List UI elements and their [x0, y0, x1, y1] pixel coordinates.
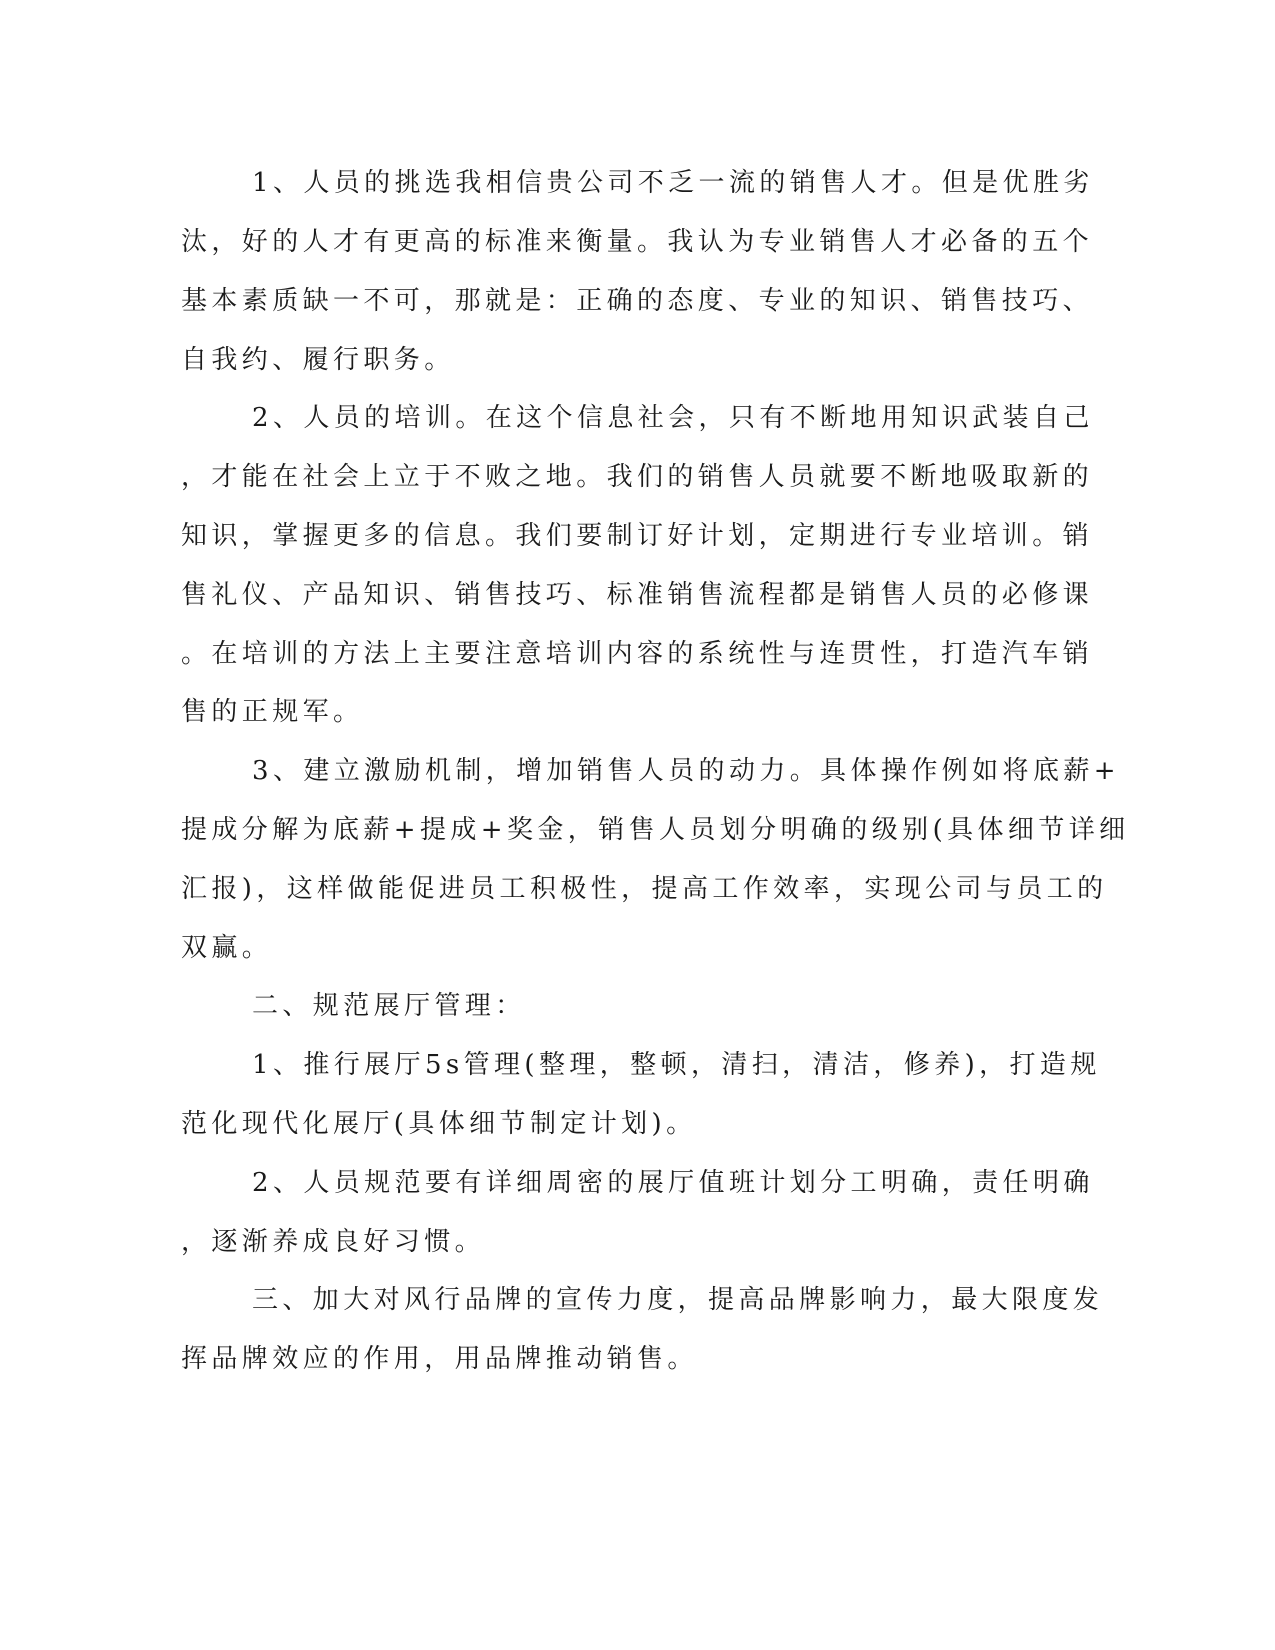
text-line: 知识，掌握更多的信息。我们要制订好计划，定期进行专业培训。销 — [181, 521, 1094, 551]
text-line: 范化现代化展厅(具体细节制定计划)。 — [181, 1109, 697, 1139]
text-line: 。在培训的方法上主要注意培训内容的系统性与连贯性，打造汽车销 — [181, 639, 1094, 669]
text-line: 挥品牌效应的作用，用品牌推动销售。 — [181, 1344, 698, 1374]
section-heading: 二、规范展厅管理： — [252, 991, 526, 1021]
text-line: 售的正规军。 — [181, 697, 364, 727]
text-line: ，逐渐养成良好习惯。 — [181, 1227, 486, 1257]
text-line: 售礼仪、产品知识、销售技巧、标准销售流程都是销售人员的必修课 — [181, 580, 1094, 610]
text-line: 汇报)，这样做能促进员工积极性，提高工作效率，实现公司与员工的 — [181, 874, 1108, 904]
text-line: 基本素质缺一不可，那就是：正确的态度、专业的知识、销售技巧、 — [181, 286, 1094, 316]
text-line: ，才能在社会上立于不败之地。我们的销售人员就要不断地吸取新的 — [181, 462, 1094, 492]
text-line: 双赢。 — [181, 933, 273, 963]
text-line: 汰，好的人才有更高的标准来衡量。我认为专业销售人才必备的五个 — [181, 227, 1094, 257]
text-line: 3、建立激励机制，增加销售人员的动力。具体操作例如将底薪+ — [252, 756, 1120, 786]
text-line: 提成分解为底薪+提成+奖金，销售人员划分明确的级别(具体细节详细 — [181, 815, 1130, 845]
text-line: 1、人员的挑选我相信贵公司不乏一流的销售人才。但是优胜劣 — [252, 168, 1094, 198]
text-line: 2、人员的培训。在这个信息社会，只有不断地用知识武装自己 — [252, 403, 1094, 433]
text-line: 2、人员规范要有详细周密的展厅值班计划分工明确，责任明确 — [252, 1168, 1094, 1198]
text-line: 自我约、履行职务。 — [181, 345, 455, 375]
text-line: 1、推行展厅5s管理(整理，整顿，清扫，清洁，修养)，打造规 — [252, 1050, 1101, 1080]
section-heading: 三、加大对风行品牌的宣传力度，提高品牌影响力，最大限度发 — [252, 1285, 1104, 1315]
